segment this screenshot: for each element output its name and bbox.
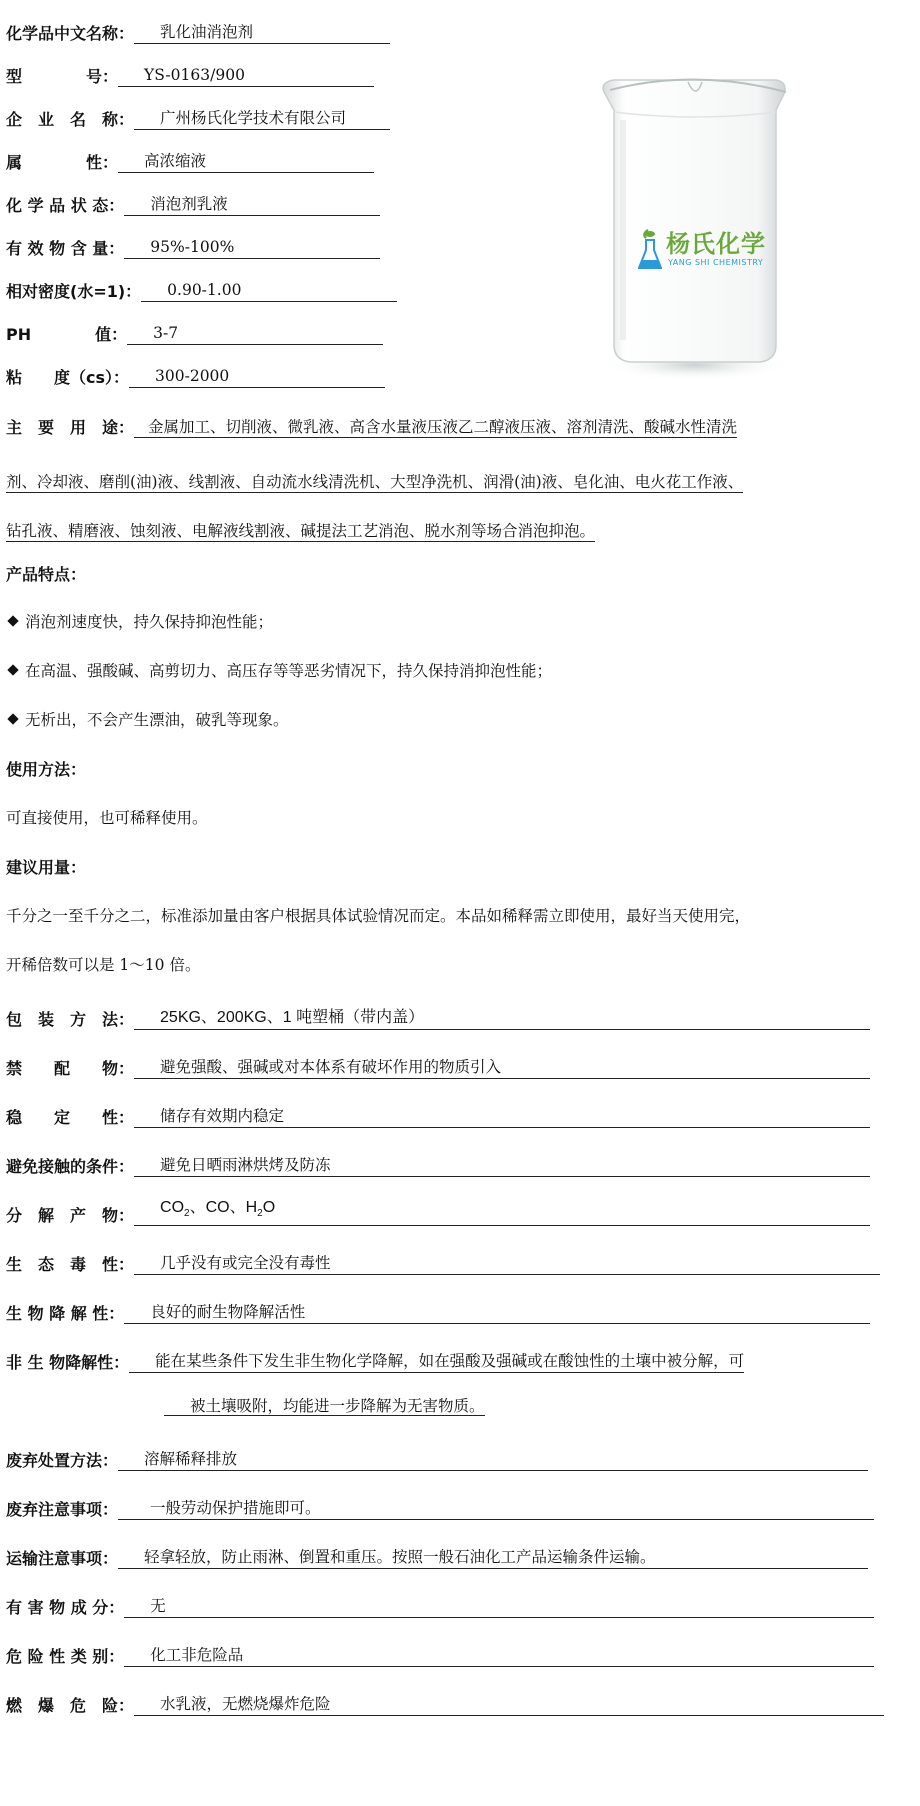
detail-value: 避免日晒雨淋烘烤及防冻 [134,1155,870,1177]
bullet-icon [7,713,18,724]
spec-value: 0.90-1.00 [141,280,397,302]
detail-label: 有 害 物 成 分： [6,1598,125,1617]
detail-row-hazardous [6,1588,874,1618]
detail-label: 分 解 产 物： [6,1206,135,1225]
detail-label: 运输注意事项： [6,1549,119,1568]
detail-value-continued [164,1394,485,1416]
logo-subtitle: YANG SHI CHEMISTRY [668,258,764,267]
detail-value: 水乳液，无燃烧爆炸危险 [134,1694,884,1716]
detail-row-biodegradability [6,1294,870,1324]
spec-value: 广州杨氏化学技术有限公司 [134,108,390,130]
detail-value-line-2: 被土壤吸附，均能进一步降解为无害物质。 [164,1397,485,1416]
spec-value: 乳化油消泡剂 [134,22,390,44]
detail-value [134,1198,870,1226]
detail-value: 良好的耐生物降解活性 [124,1302,870,1324]
detail-label: 生 态 毒 性： [6,1255,135,1274]
spec-label: 相对密度(水=1)： [6,282,142,301]
feature-item [6,708,289,730]
dosage-line-2: 开稀倍数可以是 1～10 倍。 [6,956,201,974]
spec-value: 3-7 [127,323,383,345]
spec-row-viscosity [6,358,385,388]
formula-part: 、CO、H [189,1198,258,1216]
detail-row-incompatible [6,1049,870,1079]
detail-row-disposal [6,1441,868,1471]
spec-value: 高浓缩液 [118,151,374,173]
bullet-icon [7,664,18,675]
logo-name: 杨氏化学 [666,230,766,258]
detail-row-stability [6,1098,870,1128]
spec-label: 化学品中文名称： [6,24,135,43]
detail-label: 废弃注意事项： [6,1500,119,1519]
detail-label: 稳 定 性： [6,1108,135,1127]
formula-subscript: 2 [257,1208,263,1219]
detail-label: 危 险 性 类 别： [6,1647,125,1666]
feature-text: 在高温、强酸碱、高剪切力、高压存等等恶劣情况下，持久保持消抑泡性能； [25,662,553,680]
detail-row-explosion [6,1686,884,1716]
spec-value: 95%-100% [124,237,380,259]
spec-row-model [6,57,374,87]
spec-label: 属 性： [6,153,119,172]
usage-row [6,408,737,438]
detail-value: 储存有效期内稳定 [134,1106,870,1128]
spec-row-density [6,272,397,302]
spec-label: 企 业 名 称： [6,110,135,129]
detail-row-hazard-class [6,1637,874,1667]
flask-icon [638,228,662,272]
detail-row-transport [6,1539,868,1569]
detail-row-abiotic [6,1343,744,1373]
method-text: 可直接使用，也可稀释使用。 [6,809,208,827]
spec-row-state [6,186,380,216]
spec-label: 有 效 物 含 量： [6,239,125,258]
detail-value: 能在某些条件下发生非生物化学降解，如在强酸及强碱或在酸蚀性的土壤中被分解，可 [129,1351,744,1373]
spec-row-content [6,229,380,259]
feature-item [6,610,273,632]
spec-label: 化 学 品 状 态： [6,196,125,215]
usage-line-3: 钻孔液、精磨液、蚀刻液、电解液线割液、碱提法工艺消泡、脱水剂等场合消泡抑泡。 [6,519,595,542]
bullet-icon [7,615,18,626]
feature-text: 消泡剂速度快，持久保持抑泡性能； [25,613,274,631]
detail-value: 无 [124,1596,874,1618]
feature-text: 无析出，不会产生漂油，破乳等现象。 [25,711,289,729]
spec-row-company [6,100,390,130]
detail-label: 包 装 方 法： [6,1010,135,1029]
spec-row-name [6,14,390,44]
method-heading: 使用方法： [6,760,87,779]
detail-label: 避免接触的条件： [6,1157,135,1176]
feature-item [6,659,552,681]
usage-line-1: 金属加工、切削液、微乳液、高含水量液压液乙二醇液压液、溶剂清洗、酸碱水性清洗 [134,415,737,438]
detail-label: 非 生 物降解性： [6,1353,130,1372]
detail-row-disposal-notes [6,1490,874,1520]
detail-row-decomposition [6,1196,870,1226]
detail-row-packaging [6,1000,870,1030]
spec-label: 型 号： [6,67,119,86]
formula-part: O [262,1198,276,1216]
detail-row-avoid [6,1147,870,1177]
detail-value: 几乎没有或完全没有毒性 [134,1253,880,1275]
spec-row-ph [6,315,383,345]
features-heading: 产品特点： [6,565,87,584]
spec-label: PH 值： [6,325,128,344]
formula-part: CO [160,1198,185,1216]
detail-value: 一般劳动保护措施即可。 [118,1498,874,1520]
detail-label: 燃 爆 危 险： [6,1696,135,1715]
detail-value: 轻拿轻放，防止雨淋、倒置和重压。按照一般石油化工产品运输条件运输。 [118,1547,868,1569]
detail-label: 禁 配 物： [6,1059,135,1078]
spec-value: 300-2000 [129,366,385,388]
detail-value: 25KG、200KG、1 吨塑桶（带内盖） [134,1008,870,1030]
detail-value: 化工非危险品 [124,1645,874,1667]
formula-subscript: 2 [184,1208,190,1219]
dosage-line-1: 千分之一至千分之二，标准添加量由客户根据具体试验情况而定。本品如稀释需立即使用，最好当天使用完， [6,907,751,925]
usage-line-2: 剂、冷却液、磨削(油)液、线割液、自动流水线清洗机、大型净洗机、润滑(油)液、皂化油、电火花工作液、 [6,470,743,493]
detail-row-ecotoxicity [6,1245,880,1275]
usage-label: 主 要 用 途： [6,418,135,437]
spec-value: 消泡剂乳液 [124,194,380,216]
detail-value: 溶解稀释排放 [118,1449,868,1471]
dosage-heading: 建议用量： [6,858,87,877]
detail-value: 避免强酸、强碱或对本体系有破坏作用的物质引入 [134,1057,870,1079]
detail-label: 生 物 降 解 性： [6,1304,125,1323]
logo [638,222,778,280]
detail-label: 废弃处置方法： [6,1451,119,1470]
spec-value: YS-0163/900 [118,65,374,87]
spec-row-property [6,143,374,173]
spec-label: 粘 度（cs）： [6,368,130,387]
